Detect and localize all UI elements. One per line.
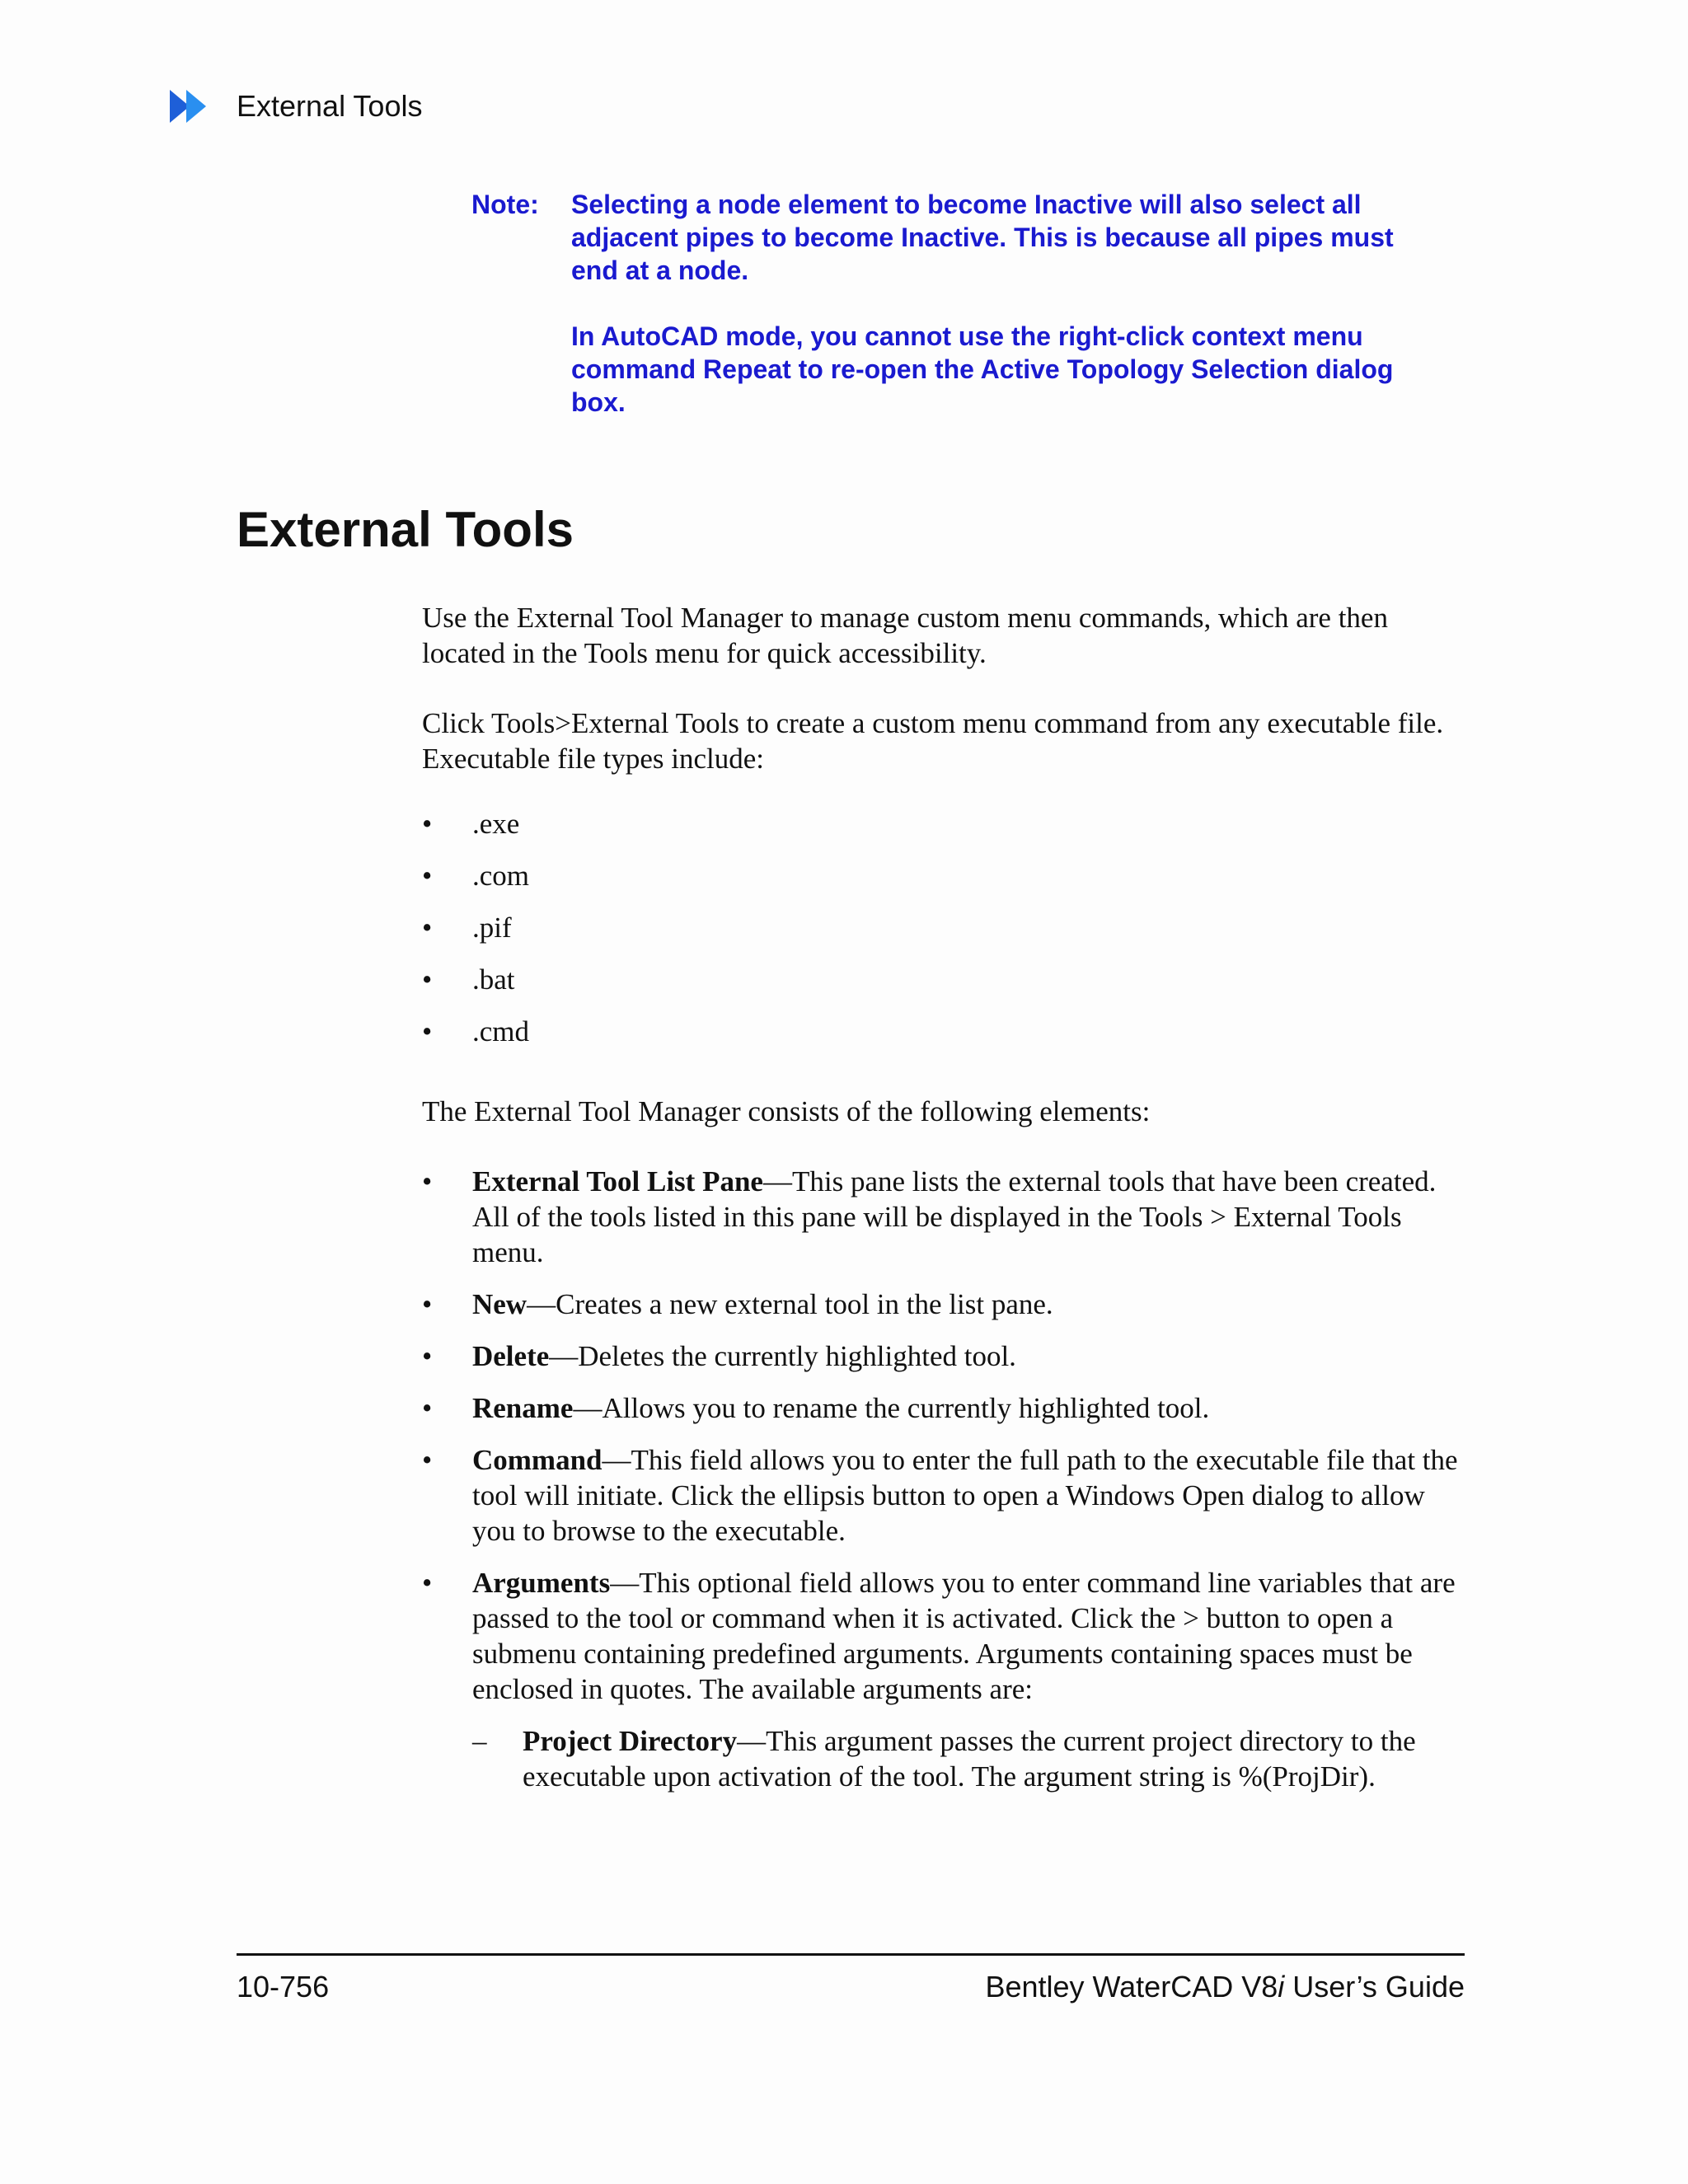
element-desc: —This pane lists the external tools that have been created. All of the tools listed in this pane will be displayed in the Tools > External Tools menu. bbox=[472, 1165, 1437, 1268]
list-item bbox=[422, 1338, 1469, 1374]
click-paragraph: Click Tools>External Tools to create a custom menu command from any executable file. Executable file types include: bbox=[422, 707, 1444, 775]
file-type: .bat bbox=[472, 963, 515, 996]
guide-title bbox=[985, 1970, 1465, 2004]
note-paragraph: In AutoCAD mode, you cannot use the right-click context menu command Repeat to re-open the Active Topology Selection dialog box. bbox=[571, 321, 1394, 417]
element-term: Command bbox=[472, 1444, 603, 1476]
list-item bbox=[422, 858, 1469, 910]
file-type: .com bbox=[472, 860, 530, 892]
element-term: Delete bbox=[472, 1340, 550, 1372]
argument-desc: —This argument passes the current project directory to the executable upon activation of the tool. The argument string is %(ProjDir). bbox=[523, 1725, 1416, 1793]
note-paragraph: Selecting a node element to become Inactive will also select all adjacent pipes to become Inactive. This is because all pipes must end at a node. bbox=[571, 190, 1394, 285]
bullet: • bbox=[422, 963, 433, 996]
bullet: • bbox=[422, 1392, 433, 1424]
list-item bbox=[472, 1723, 1469, 1794]
element-desc: —Allows you to rename the currently highlighted tool. bbox=[573, 1392, 1210, 1424]
dash-bullet: – bbox=[472, 1725, 487, 1757]
footer-rule bbox=[237, 1953, 1465, 1956]
list-item bbox=[422, 1286, 1469, 1322]
file-type: .pif bbox=[472, 912, 512, 944]
guide-title-suffix: User’s Guide bbox=[1284, 1970, 1465, 2004]
argument-list bbox=[472, 1723, 1469, 1794]
bullet: • bbox=[422, 1444, 433, 1476]
section-body bbox=[422, 600, 1469, 1811]
list-item bbox=[422, 962, 1469, 1014]
argument-term: Project Directory bbox=[523, 1725, 738, 1757]
file-type: .cmd bbox=[472, 1015, 530, 1047]
guide-title-prefix: Bentley WaterCAD V8 bbox=[985, 1970, 1278, 2004]
bullet: • bbox=[422, 1340, 433, 1372]
note-body bbox=[571, 188, 1412, 452]
page-number: 10-756 bbox=[237, 1970, 330, 2004]
element-desc: —This optional field allows you to enter command line variables that are passed to the tool or command when it is activated. Click the > button to open a submenu containing predefined arguments. Arguments containing spaces must be enclosed in quotes. The available arguments are: bbox=[472, 1567, 1456, 1705]
bullet: • bbox=[422, 1165, 433, 1197]
bullet: • bbox=[422, 1015, 433, 1047]
file-type: .exe bbox=[472, 808, 520, 840]
file-type-list bbox=[422, 806, 1469, 1066]
elements-intro: The External Tool Manager consists of the following elements: bbox=[422, 1095, 1151, 1127]
list-item bbox=[422, 1442, 1469, 1549]
double-arrow-icon bbox=[170, 90, 223, 123]
element-desc: —Creates a new external tool in the list pane. bbox=[527, 1288, 1053, 1320]
bullet: • bbox=[422, 1288, 433, 1320]
list-item bbox=[422, 1390, 1469, 1426]
element-term: External Tool List Pane bbox=[472, 1165, 763, 1197]
element-desc: —This field allows you to enter the full path to the executable file that the tool will initiate. Click the ellipsis button to open a Windows Open dialog to allow you to browse to the executable. bbox=[472, 1444, 1458, 1547]
element-term: Rename bbox=[472, 1392, 574, 1424]
list-item bbox=[422, 806, 1469, 858]
bullet: • bbox=[422, 860, 433, 892]
intro-paragraph: Use the External Tool Manager to manage custom menu commands, which are then located in the Tools menu for quick accessibility. bbox=[422, 602, 1388, 669]
bullet: • bbox=[422, 808, 433, 840]
element-desc: —Deletes the currently highlighted tool. bbox=[549, 1340, 1016, 1372]
bullet: • bbox=[422, 912, 433, 944]
bullet: • bbox=[422, 1567, 433, 1599]
elements-list bbox=[422, 1164, 1469, 1794]
guide-title-italic: i bbox=[1278, 1970, 1285, 2004]
list-item bbox=[422, 1565, 1469, 1794]
list-item bbox=[422, 1164, 1469, 1270]
list-item bbox=[422, 1014, 1469, 1066]
note-label: Note: bbox=[471, 190, 539, 219]
list-item bbox=[422, 910, 1469, 962]
element-term: New bbox=[472, 1288, 528, 1320]
running-header: External Tools bbox=[237, 89, 423, 123]
section-heading: External Tools bbox=[237, 502, 574, 557]
element-term: Arguments bbox=[472, 1567, 611, 1599]
